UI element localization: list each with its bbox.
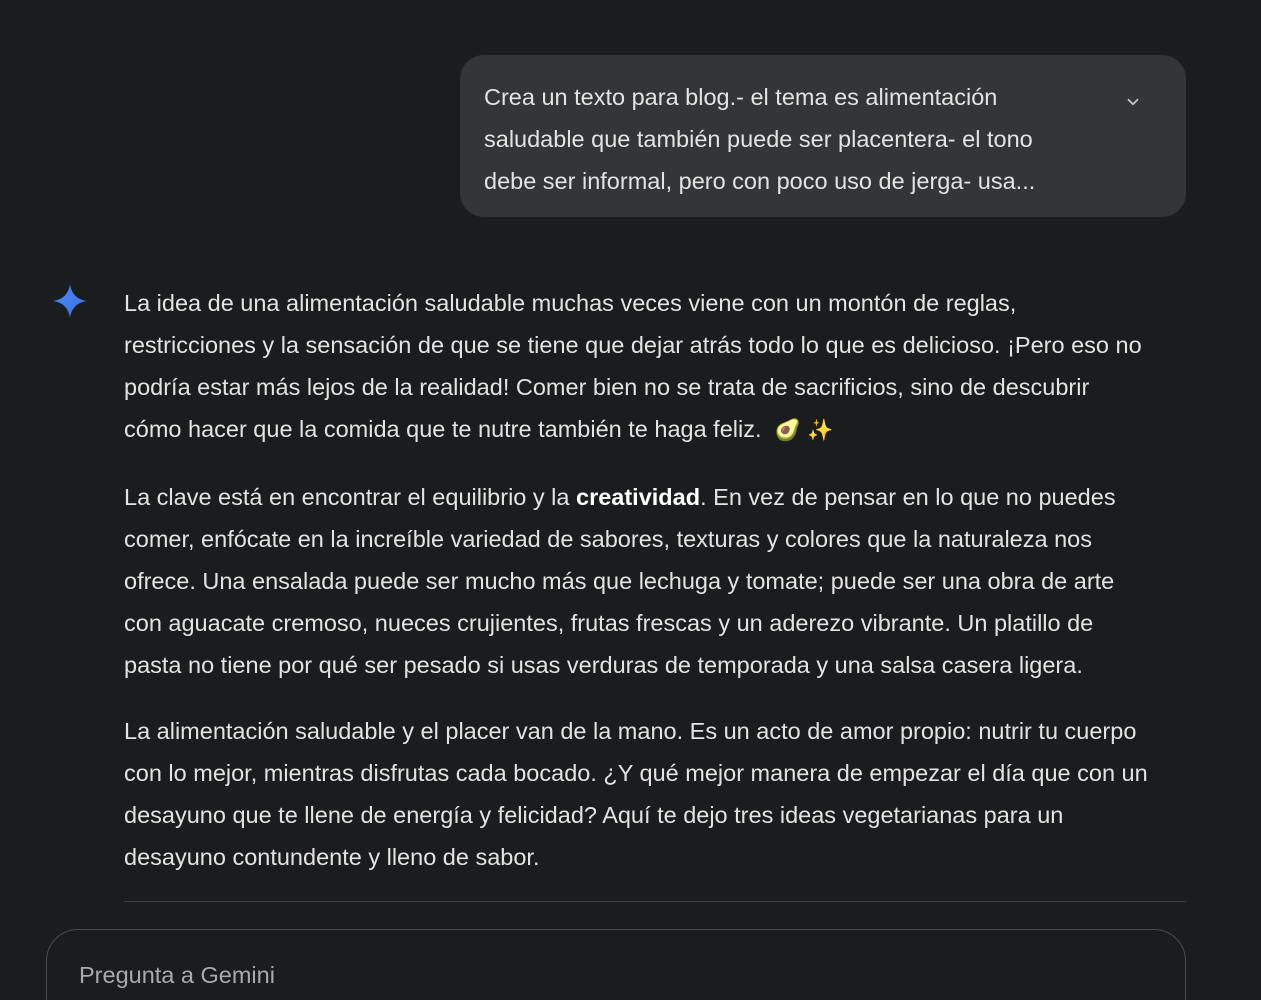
response-line: ofrece. Una ensalada puede ser mucho más que lechuga y tomate; puede ser una obra de arte (124, 568, 1115, 594)
response-line: podría estar más lejos de la realidad! Comer bien no se trata de sacrificios, sino de descubrir (124, 374, 1090, 400)
response-paragraph-3 (124, 710, 1194, 878)
response-text: cómo hacer que la comida que te nutre también te haga feliz. (124, 416, 762, 442)
model-response (124, 282, 1194, 902)
response-line: con aguacate cremoso, nueces crujientes, frutas frescas y un aderezo vibrante. Un platillo de (124, 610, 1094, 636)
user-prompt-text (484, 76, 1076, 202)
expand-prompt-button[interactable] (1120, 89, 1146, 115)
response-divider (124, 901, 1186, 902)
response-line: restricciones y la sensación de que se tiene que dejar atrás todo lo que es delicioso. ¡Pero eso no (124, 332, 1142, 358)
prompt-input[interactable] (77, 956, 981, 994)
response-line: La idea de una alimentación saludable muchas veces viene con un montón de reglas, (124, 290, 1017, 316)
user-prompt-line: saludable que también puede ser placentera- el tono (484, 126, 1033, 152)
response-line: desayuno que te llene de energía y felicidad? Aquí te dejo tres ideas vegetarianas para un (124, 802, 1064, 828)
response-line: desayuno contundente y lleno de sabor. (124, 844, 540, 870)
user-prompt-line: Crea un texto para blog.- el tema es alimentación (484, 84, 998, 110)
response-line: comer, enfócate en la increíble variedad de sabores, texturas y colores que la naturaleza nos (124, 526, 1092, 552)
user-prompt-line: debe ser informal, pero con poco uso de jerga- usa... (484, 168, 1036, 194)
response-text: La clave está en encontrar el equilibrio y la (124, 484, 576, 510)
chevron-down-icon (1124, 93, 1142, 111)
bold-keyword: creatividad (576, 484, 701, 510)
response-line: La alimentación saludable y el placer van de la mano. Es un acto de amor propio: nutrir tu cuerpo (124, 718, 1137, 744)
user-prompt-bubble (460, 55, 1186, 217)
response-line (124, 476, 1194, 518)
response-line: con lo mejor, mientras disfrutas cada bocado. ¿Y qué mejor manera de empezar el día que con un (124, 760, 1148, 786)
response-line-with-emoji (124, 408, 1194, 452)
response-paragraph-2 (124, 476, 1194, 686)
response-text: . En vez de pensar en lo que no puedes (700, 484, 1116, 510)
avocado-emoji: 🥑 (774, 419, 801, 442)
response-line: pasta no tiene por qué ser pesado si usas verduras de temporada y una salsa casera ligera. (124, 652, 1083, 678)
gemini-spark-icon (52, 283, 88, 319)
response-paragraph-1 (124, 282, 1194, 452)
sparkles-emoji: ✨ (807, 419, 834, 442)
prompt-input-container[interactable] (46, 929, 1186, 1000)
